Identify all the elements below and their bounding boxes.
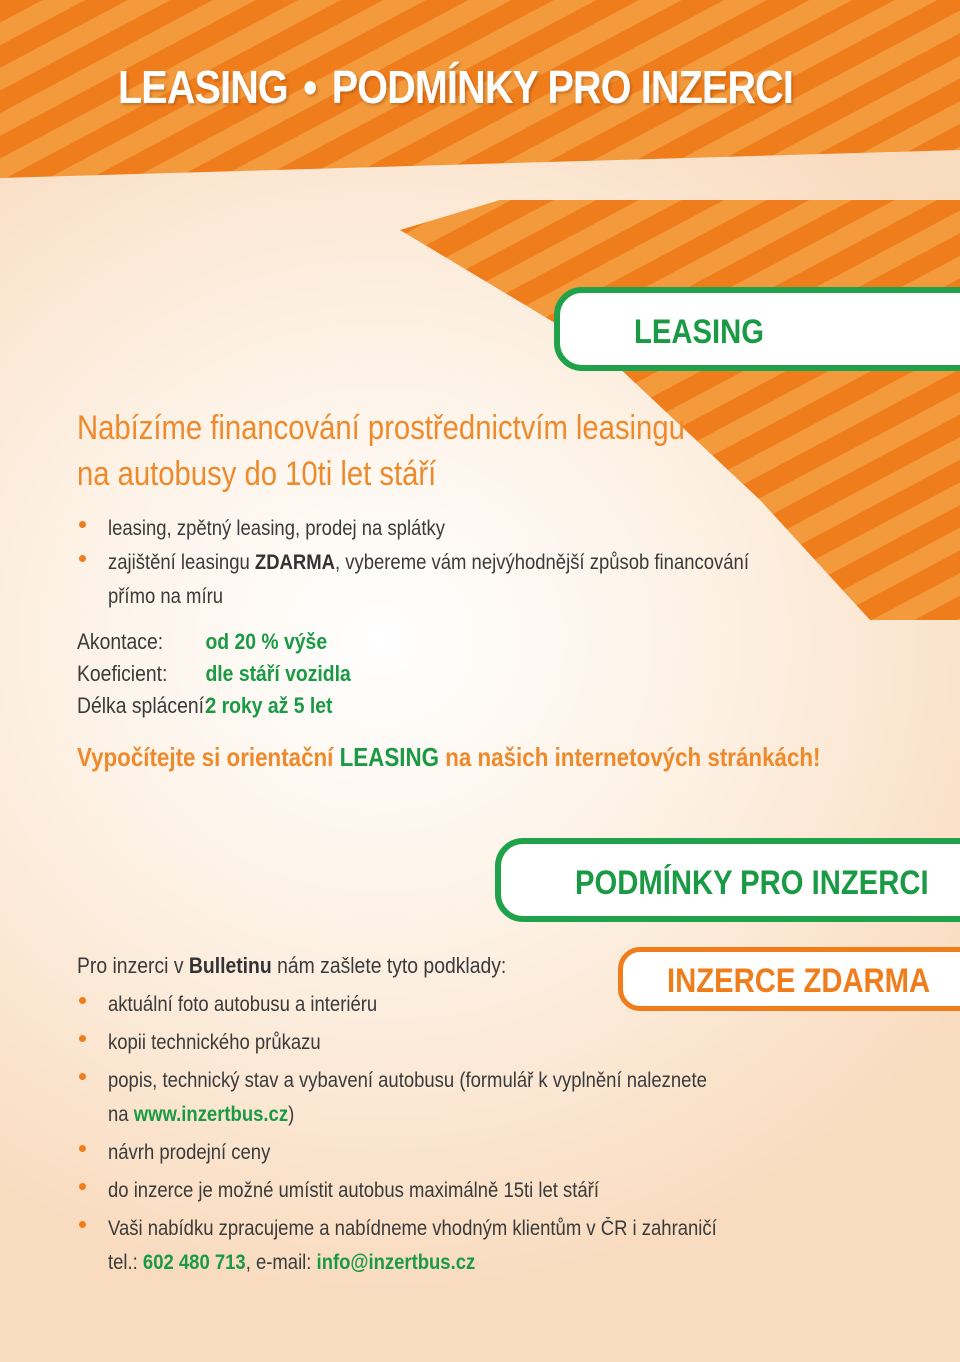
- bullet-text: Vaši nabídku zpracujeme a nabídneme vhodným klientům v ČR i zahraničí: [108, 1217, 717, 1240]
- bullet-text: návrh prodejní ceny: [108, 1141, 271, 1164]
- term-label: Akontace:: [77, 629, 164, 654]
- email-label: , e-mail:: [245, 1251, 317, 1274]
- list-item: [78, 1026, 800, 1060]
- cta-bold: LEASING: [339, 742, 440, 772]
- bullet-text: [108, 546, 749, 580]
- inzerce-bullets: [78, 988, 800, 1284]
- list-item: [78, 1212, 800, 1280]
- list-item: [78, 546, 836, 614]
- phone-number[interactable]: 602 480 713: [142, 1251, 246, 1274]
- email-link[interactable]: info@inzertbus.cz: [316, 1251, 476, 1274]
- bullet-text: popis, technický stav a vybavení autobusu (formulář k vyplnění naleznete: [108, 1069, 707, 1092]
- leasing-bullets: [78, 512, 836, 614]
- title-leasing: LEASING: [118, 61, 288, 113]
- contact-line: [108, 1246, 717, 1280]
- bullet-text-line2: přímo na míru: [108, 585, 224, 608]
- intro-text: Pro inzerci v: [77, 953, 189, 978]
- bullet-text-part: zajištění leasingu: [108, 551, 255, 574]
- tel-label: tel.:: [108, 1251, 143, 1274]
- intro-text: nám zašlete tyto podklady:: [271, 953, 507, 978]
- list-item: [78, 988, 800, 1022]
- badge-label: INZERCE ZDARMA: [667, 962, 931, 1000]
- leasing-tab: [554, 287, 960, 371]
- cta-text: Vypočítejte si orientační: [77, 742, 340, 772]
- leasing-intro: [77, 405, 685, 497]
- term-value: od 20 % výše: [205, 629, 328, 654]
- bullet-text: leasing, zpětný leasing, prodej na splátky: [108, 517, 445, 540]
- podminky-tab-label: PODMÍNKY PRO INZERCI: [575, 864, 929, 902]
- bullet-dot-icon: [79, 1221, 86, 1228]
- leasing-tab-label: LEASING: [634, 313, 764, 351]
- bullet-dot-icon: [79, 555, 86, 562]
- bullet-text: do inzerce je možné umístit autobus maximálně 15ti let stáří: [108, 1179, 599, 1202]
- list-item: [78, 1174, 800, 1208]
- bullet-dot-icon: [79, 521, 86, 528]
- bullet-dot-icon: [79, 1183, 86, 1190]
- bullet-text-line2: [108, 1098, 717, 1132]
- title-separator: •: [303, 61, 317, 113]
- bullet-dot-icon: [79, 1073, 86, 1080]
- cta-text: na našich internetových stránkách!: [439, 742, 821, 772]
- podminky-tab: [495, 838, 960, 922]
- inzerce-intro: [77, 953, 506, 979]
- main-title: [118, 60, 793, 114]
- intro-line-1: Nabízíme financování prostřednictvím leasingu: [77, 409, 685, 447]
- bullet-text: aktuální foto autobusu a interiéru: [108, 993, 378, 1016]
- intro-bold: Bulletinu: [188, 953, 272, 978]
- title-podminky: PODMÍNKY PRO INZERCI: [331, 61, 794, 113]
- bullet-text-part: ): [288, 1103, 295, 1126]
- leasing-cta: [77, 742, 820, 773]
- bullet-dot-icon: [79, 1035, 86, 1042]
- term-label: Koeficient:: [77, 661, 168, 686]
- list-item: [78, 512, 836, 546]
- bullet-dot-icon: [79, 997, 86, 1004]
- list-item: [78, 1064, 800, 1132]
- term-value: dle stáří vozidla: [205, 661, 351, 686]
- bullet-text-part: na: [108, 1103, 134, 1126]
- list-item: [78, 1136, 800, 1170]
- bullet-bold: ZDARMA: [254, 551, 335, 574]
- bullet-text-part: , vybereme vám nejvýhodnější způsob financování: [334, 551, 749, 574]
- website-link[interactable]: www.inzertbus.cz: [133, 1103, 289, 1126]
- bullet-text: kopii technického průkazu: [108, 1031, 321, 1054]
- intro-line-2: na autobusy do 10ti let stáří: [77, 455, 437, 493]
- term-label: Délka splácení:: [77, 693, 210, 718]
- term-value: 2 roky až 5 let: [205, 693, 333, 718]
- bullet-dot-icon: [79, 1145, 86, 1152]
